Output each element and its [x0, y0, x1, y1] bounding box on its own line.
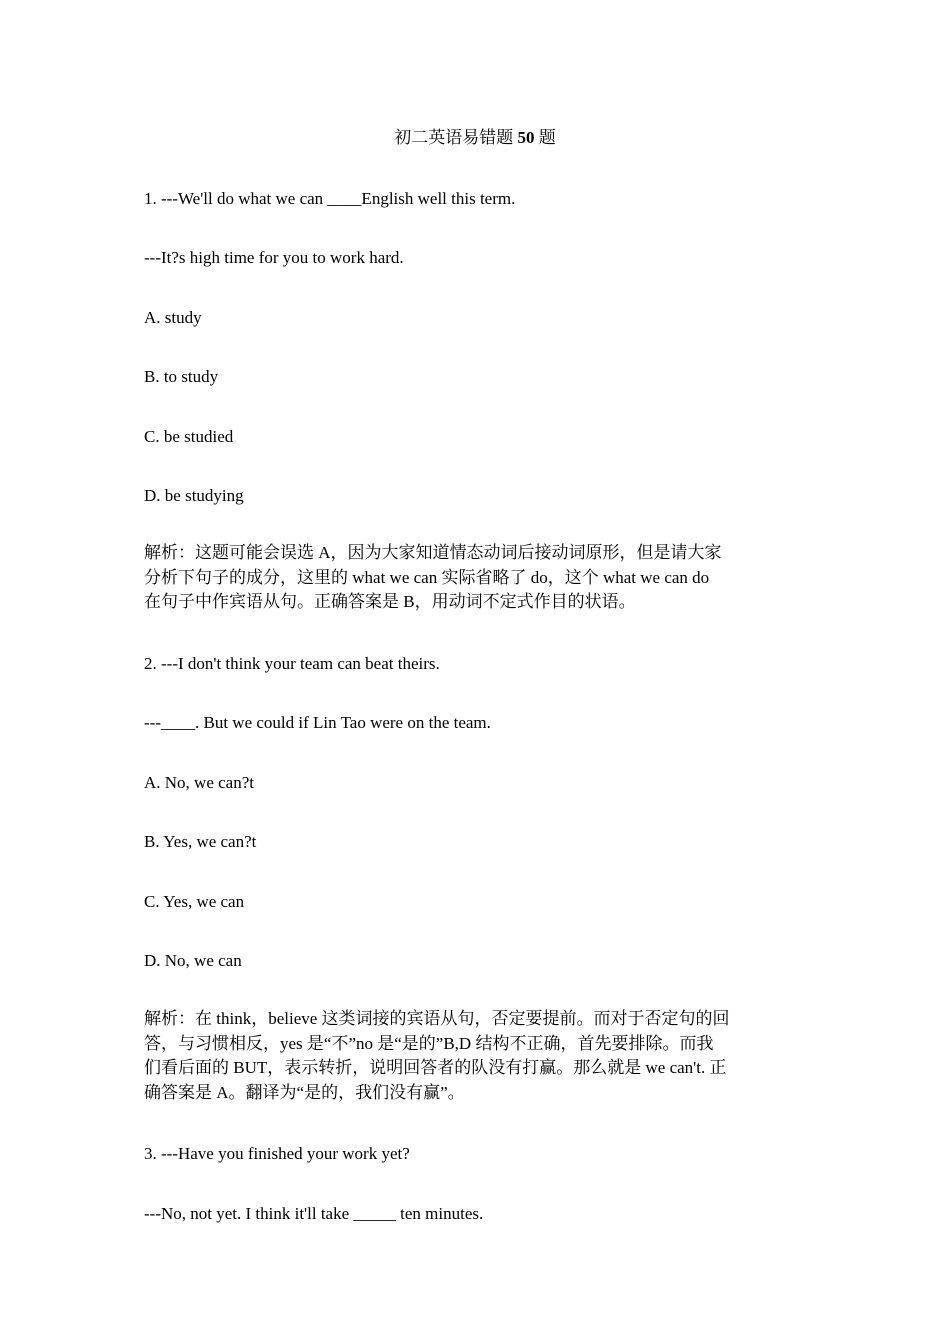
q2-explanation-line: 解析：在 think，believe 这类词接的宾语从句，否定要提前。而对于否定句的回: [144, 1009, 730, 1028]
page-title: [0, 126, 950, 150]
q1-reply: ---It?s high time for you to work hard.: [144, 248, 404, 267]
q1-option-c: C. be studied: [144, 427, 234, 446]
q2-option-a: A. No, we can?t: [144, 773, 254, 792]
q1-option-b: B. to study: [144, 367, 219, 386]
title-prefix: 初二英语易错题: [394, 128, 514, 147]
q2-explanation-line: 确答案是 A。翻译为“是的，我们没有赢”。: [144, 1082, 465, 1102]
q2-option-d: D. No, we can: [144, 951, 242, 970]
q1-explanation-line: 解析：这题可能会误选 A，因为大家知道情态动词后接动词原形，但是请大家: [144, 543, 722, 562]
q2-reply: ---____. But we could if Lin Tao were on the team.: [144, 713, 491, 732]
q2-option-c: C. Yes, we can: [144, 892, 245, 911]
q1-option-a: A. study: [144, 308, 202, 327]
q1-explanation-line: 分析下句子的成分，这里的 what we can 实际省略了 do，这个 what we can do: [144, 567, 710, 587]
q1-stem: 1. ---We'll do what we can ____English well this term.: [144, 189, 516, 208]
q2-stem: 2. ---I don't think your team can beat theirs.: [144, 654, 440, 673]
q1-option-d: D. be studying: [144, 486, 244, 505]
q2-explanation-line: 答，与习惯相反，yes 是“不”no 是“是的”B,D 结构不正确，首先要排除。而我: [144, 1033, 714, 1053]
q1-explanation: [144, 541, 809, 615]
q3-reply: ---No, not yet. I think it'll take _____ ten minutes.: [144, 1204, 484, 1223]
q3-stem: 3. ---Have you finished your work yet?: [144, 1144, 410, 1163]
title-number: 50: [517, 128, 535, 147]
q2-explanation-line: 们看后面的 BUT，表示转折，说明回答者的队没有打赢。那么就是 we can't. 正: [144, 1058, 727, 1077]
q1-explanation-line: 在句子中作宾语从句。正确答案是 B，用动词不定式作目的状语。: [144, 592, 636, 611]
q2-explanation: [144, 1007, 809, 1105]
q2-option-b: B. Yes, we can?t: [144, 832, 257, 851]
title-suffix: 题: [538, 128, 556, 147]
